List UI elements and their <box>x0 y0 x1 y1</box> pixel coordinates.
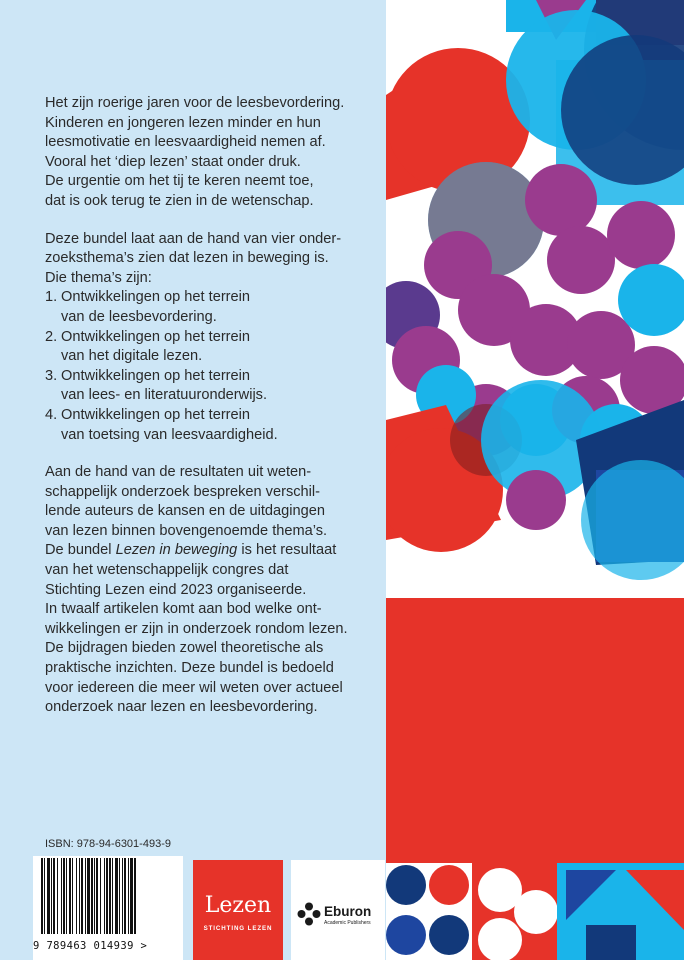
eburon-mark-icon <box>297 902 321 926</box>
lezen-subtitle: STICHTING LEZEN <box>203 925 273 932</box>
blurb-paragraph-themes-intro: Deze bundel laat aan de hand van vier onder- zoeksthema’s zien dat lezen in beweging is. Die thema’s zijn: <box>45 230 342 286</box>
theme-text: Ontwikkelingen op het terrein van het digitale lezen. <box>61 328 251 365</box>
art-shape <box>586 925 636 960</box>
theme-text: Ontwikkelingen op het terrein van toetsing van leesvaardigheid. <box>61 406 278 443</box>
themes-list <box>45 288 380 445</box>
decorative-pattern-artwork <box>386 0 684 960</box>
eburon-wordmark: Eburon <box>324 904 372 919</box>
book-title-italic: Lezen in beweging <box>115 542 238 559</box>
theme-item <box>45 328 380 367</box>
summary-part-2: is het resultaat van het wetenschappelijk congres dat Stichting Lezen eind 2023 organiseerde. In twaalf artikelen komt aan bod welke ont- wikkelingen er zijn in onderzoek rondom lezen. De bijdragen bieden zowel theoretische als praktische inzichten. Deze bundel is bedoeld voor iedereen die meer wil weten over actueel onderzoek naar lezen en leesbevordering. <box>45 542 348 716</box>
art-shape <box>429 865 469 905</box>
art-shape <box>607 201 675 269</box>
blurb-paragraph-summary <box>45 463 380 718</box>
blurb-paragraph-intro: Het zijn roerige jaren voor de leesbevordering. Kinderen en jongeren lezen minder en hun leesmotivatie en leesvaardigheid nemen af. Vooral het ‘diep lezen’ staat onder druk. De urgentie om het tij te keren neemt toe, dat is ook terug te zien in de wetenschap. <box>45 95 345 209</box>
eburon-logo <box>291 860 385 960</box>
theme-text: Ontwikkelingen op het terrein van de leesbevordering. <box>61 289 251 325</box>
theme-item <box>45 367 380 406</box>
theme-text: Ontwikkelingen op het terrein van lees- en literatuuronderwijs. <box>61 367 268 404</box>
barcode-bars-icon <box>33 856 183 940</box>
art-shape <box>386 865 426 905</box>
summary-part-1: Aan de hand van de resultaten uit weten- schappelijk onderzoek bespreken verschil- lende auteurs de kansen en de uitdagingen van lezen binnen bovengenoemde thema’s. De bundel <box>45 464 328 559</box>
barcode <box>33 856 183 960</box>
art-shape <box>525 164 597 236</box>
art-red-block <box>386 598 684 863</box>
art-shape <box>478 918 522 960</box>
stichting-lezen-logo <box>193 860 283 960</box>
art-shape <box>547 226 615 294</box>
art-shape <box>429 915 469 955</box>
theme-item <box>45 288 380 327</box>
theme-number: 1. <box>45 289 58 306</box>
lezen-wordmark: Lezen <box>204 893 272 918</box>
eburon-subtitle: Academic Publishers <box>324 920 371 926</box>
art-shape <box>514 890 558 934</box>
theme-number: 3. <box>45 367 58 384</box>
isbn-label: ISBN: 978-94-6301-493-9 <box>45 838 171 850</box>
art-shape <box>506 470 566 530</box>
blurb <box>45 94 380 736</box>
theme-number: 4. <box>45 406 58 423</box>
barcode-digits: 9 789463 014939 > <box>33 940 148 952</box>
theme-item <box>45 406 380 445</box>
theme-number: 2. <box>45 328 58 345</box>
art-shape <box>386 915 426 955</box>
